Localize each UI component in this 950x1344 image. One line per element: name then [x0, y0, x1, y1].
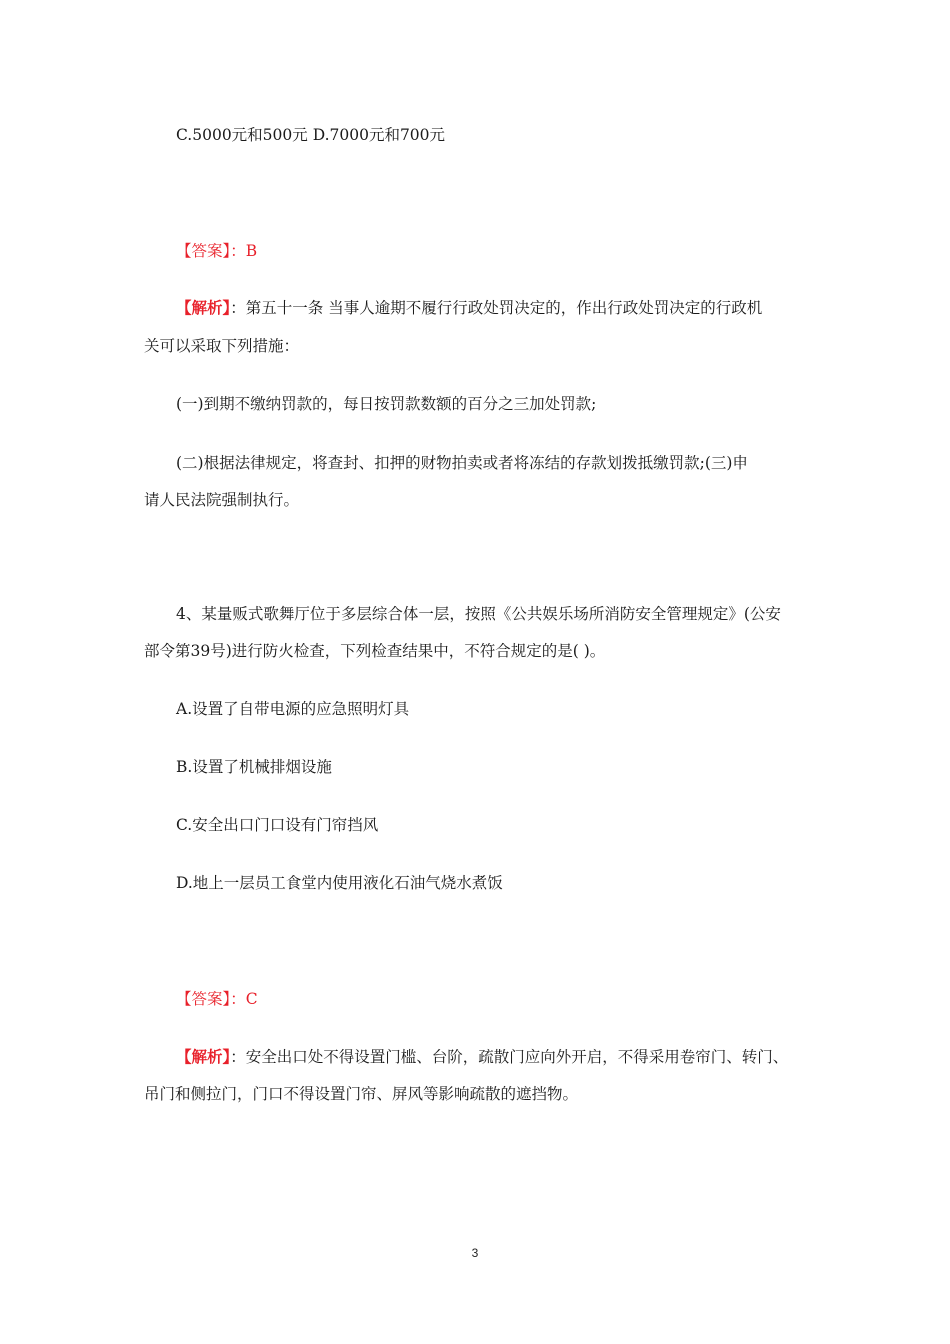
analysis-text: ：第五十一条 当事人逾期不履行行政处罚决定的，作出行政处罚决定的行政机	[230, 299, 763, 317]
q3-answer	[176, 240, 257, 262]
q3-analysis-item2-line2: 请人民法院强制执行。	[144, 491, 300, 509]
q4-analysis-line2: 吊门和侧拉门，门口不得设置门帘、屏风等影响疏散的遮挡物。	[144, 1085, 579, 1103]
q3-analysis-item2-line1: (二)根据法律规定，将查封、扣押的财物拍卖或者将冻结的存款划拨抵缴罚款;(三)申	[176, 454, 748, 472]
q4-option-d: D.地上一层员工食堂内使用液化石油气烧水煮饭	[176, 874, 503, 892]
answer-value: B	[245, 242, 258, 260]
q4-stem-line2: 部令第39号)进行防火检查，下列检查结果中，不符合规定的是( )。	[144, 642, 606, 660]
q4-option-a: A.设置了自带电源的应急照明灯具	[176, 700, 410, 718]
q3-option-cd: C.5000元和500元 D.7000元和700元	[176, 126, 446, 144]
q4-option-b: B.设置了机械排烟设施	[176, 758, 332, 776]
q3-analysis-item1: (一)到期不缴纳罚款的，每日按罚款数额的百分之三加处罚款;	[176, 395, 597, 413]
q3-analysis-line1	[176, 297, 762, 319]
q3-analysis-line2: 关可以采取下列措施：	[144, 337, 300, 355]
page-number: 3	[471, 1246, 479, 1260]
q4-option-c: C.安全出口门口设有门帘挡风	[176, 816, 379, 834]
analysis-label: 【解析】	[176, 298, 231, 317]
answer-label: 【答案】：	[176, 242, 246, 260]
q4-analysis-line1	[176, 1046, 788, 1068]
analysis-label: 【解析】	[176, 1047, 231, 1066]
q4-stem-line1: 4、某量贩式歌舞厅位于多层综合体一层，按照《公共娱乐场所消防安全管理规定》(公安	[176, 605, 781, 623]
answer-label: 【答案】：	[176, 990, 246, 1008]
analysis-text: ：安全出口处不得设置门槛、台阶，疏散门应向外开启，不得采用卷帘门、转门、	[230, 1048, 789, 1066]
q4-answer	[176, 988, 258, 1010]
answer-value: C	[245, 990, 258, 1008]
